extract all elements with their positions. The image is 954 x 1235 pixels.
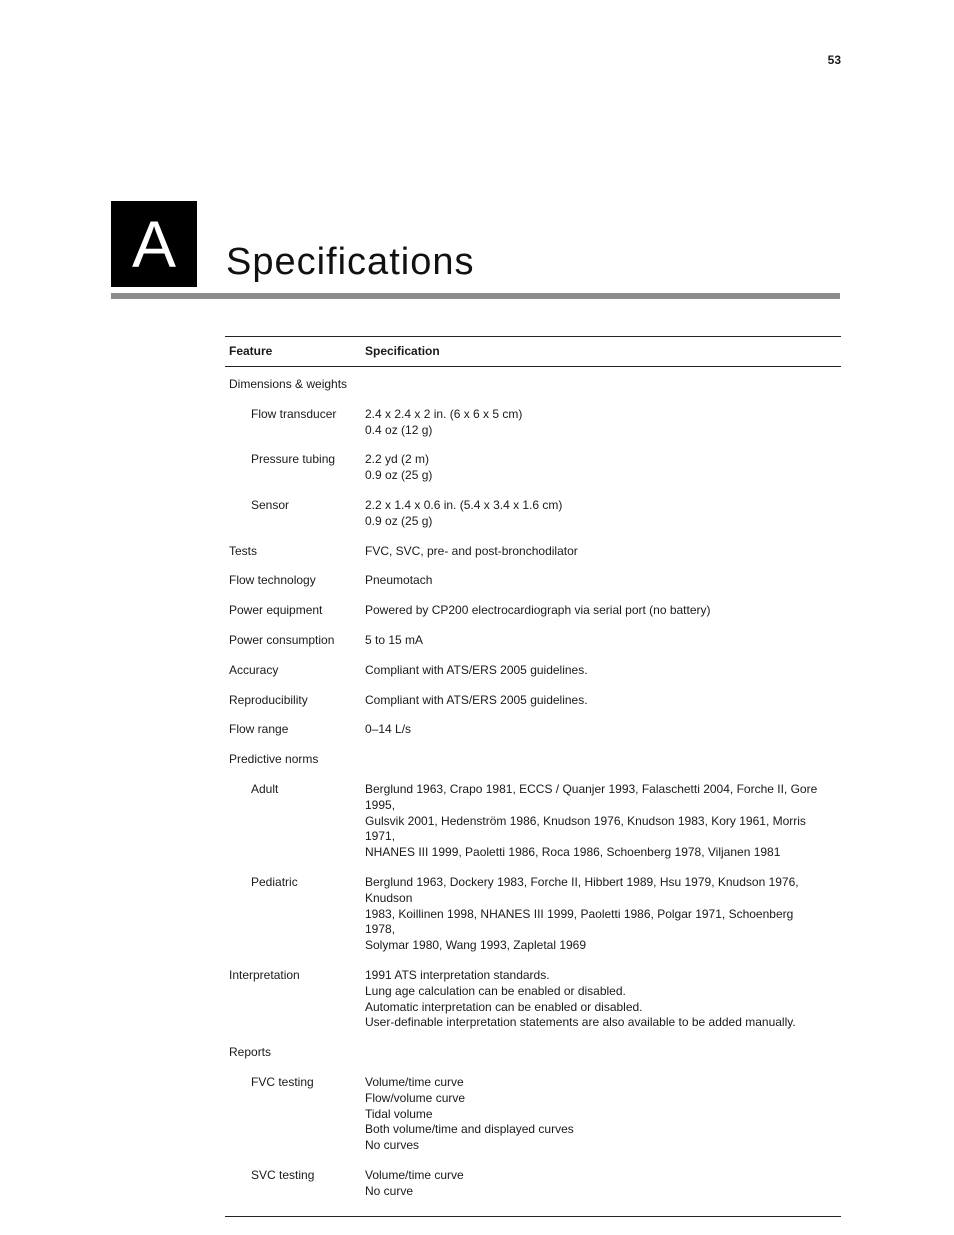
spec-line: 5 to 15 mA	[365, 632, 424, 647]
table-header	[225, 337, 841, 367]
row-specification	[365, 544, 841, 560]
row-specification	[365, 633, 841, 649]
spec-line: Berglund 1963, Dockery 1983, Forche II, Hibbert 1989, Hsu 1979, Knudson 1976, Knudson	[365, 874, 799, 905]
row-feature: Sensor	[251, 497, 290, 512]
row-specification	[365, 1075, 841, 1154]
header-feature: Feature	[229, 343, 273, 358]
table-row	[225, 775, 841, 868]
table-row	[225, 745, 841, 775]
spec-line: 2.4 x 2.4 x 2 in. (6 x 6 x 5 cm)	[365, 406, 523, 421]
table-row	[225, 656, 841, 686]
table-row	[225, 400, 841, 446]
row-specification	[365, 693, 841, 709]
spec-line: NHANES III 1999, Paoletti 1986, Roca 1986, Schoenberg 1978, Viljanen 1981	[365, 845, 781, 860]
row-feature: Adult	[251, 781, 279, 796]
spec-line: 0.9 oz (25 g)	[365, 513, 433, 528]
row-feature: Predictive norms	[229, 752, 319, 767]
spec-line: User-definable interpretation statements are also available to be added manually.	[365, 1015, 796, 1030]
row-specification	[365, 968, 841, 1031]
spec-line: No curve	[365, 1183, 414, 1198]
spec-line: Volume/time curve	[365, 1074, 464, 1089]
row-feature: Flow technology	[229, 573, 316, 588]
row-specification	[365, 603, 841, 619]
table-body	[225, 367, 841, 1216]
table-row	[225, 626, 841, 656]
row-specification	[365, 452, 841, 484]
spec-line: 0.9 oz (25 g)	[365, 468, 433, 483]
table-row	[225, 868, 841, 961]
spec-line: 2.2 x 1.4 x 0.6 in. (5.4 x 3.4 x 1.6 cm)	[365, 497, 563, 512]
row-feature: Reproducibility	[229, 692, 308, 707]
row-feature: Interpretation	[229, 967, 300, 982]
row-specification	[365, 782, 841, 861]
table-row	[225, 491, 841, 537]
chapter-rule	[111, 293, 840, 299]
row-specification	[365, 498, 841, 530]
spec-line: Volume/time curve	[365, 1167, 464, 1182]
row-specification	[365, 377, 841, 393]
spec-line: 2.2 yd (2 m)	[365, 452, 430, 467]
table-row	[225, 445, 841, 491]
row-specification	[365, 407, 841, 439]
spec-line: Powered by CP200 electrocardiograph via serial port (no battery)	[365, 603, 711, 618]
table-row	[225, 686, 841, 716]
row-feature: Dimensions & weights	[229, 377, 348, 391]
row-specification	[365, 722, 841, 738]
table-row	[225, 715, 841, 745]
row-feature: FVC testing	[251, 1074, 314, 1089]
table-row	[225, 1038, 841, 1068]
row-feature: Pediatric	[251, 874, 298, 889]
table-row	[225, 537, 841, 567]
page-number: 53	[827, 53, 841, 67]
spec-line: Compliant with ATS/ERS 2005 guidelines.	[365, 692, 588, 707]
table-row	[225, 1161, 841, 1207]
spec-line: 1991 ATS interpretation standards.	[365, 967, 550, 982]
row-feature: Tests	[229, 543, 258, 558]
header-specification: Specification	[365, 343, 440, 358]
row-feature: Reports	[229, 1045, 272, 1060]
spec-line: Berglund 1963, Crapo 1981, ECCS / Quanjer 1993, Falaschetti 2004, Forche II, Gore 1995,	[365, 781, 818, 812]
row-feature: Pressure tubing	[251, 452, 336, 467]
chapter-letter-box: A	[111, 201, 197, 287]
row-specification	[365, 1045, 841, 1061]
spec-line: Both volume/time and displayed curves	[365, 1122, 574, 1137]
chapter-title: Specifications	[226, 241, 475, 283]
row-specification	[365, 1168, 841, 1200]
table-row	[225, 1068, 841, 1161]
spec-line: 0–14 L/s	[365, 722, 412, 737]
spec-line: Gulsvik 2001, Hedenström 1986, Knudson 1976, Knudson 1983, Kory 1961, Morris 1971,	[365, 813, 806, 844]
row-feature: Flow transducer	[251, 406, 337, 421]
row-specification	[365, 752, 841, 768]
row-specification	[365, 663, 841, 679]
row-specification	[365, 573, 841, 589]
row-feature: Power equipment	[229, 603, 323, 618]
row-specification	[365, 875, 841, 954]
spec-table	[225, 336, 841, 1217]
row-feature: SVC testing	[251, 1167, 315, 1182]
table-row	[225, 566, 841, 596]
spec-line: Pneumotach	[365, 573, 433, 588]
spec-line: Compliant with ATS/ERS 2005 guidelines.	[365, 662, 588, 677]
spec-line: 0.4 oz (12 g)	[365, 422, 433, 437]
spec-line: Tidal volume	[365, 1106, 433, 1121]
spec-line: Flow/volume curve	[365, 1090, 466, 1105]
row-feature: Accuracy	[229, 662, 279, 677]
spec-line: No curves	[365, 1138, 420, 1153]
spec-line: Solymar 1980, Wang 1993, Zapletal 1969	[365, 938, 587, 953]
spec-line: Lung age calculation can be enabled or disabled.	[365, 983, 626, 998]
row-feature: Flow range	[229, 722, 289, 737]
spec-line: 1983, Koillinen 1998, NHANES III 1999, Paoletti 1986, Polgar 1971, Schoenberg 1978,	[365, 906, 794, 937]
table-row	[225, 370, 841, 400]
table-row	[225, 961, 841, 1038]
spec-line: Automatic interpretation can be enabled or disabled.	[365, 999, 643, 1014]
row-feature: Power consumption	[229, 632, 335, 647]
table-row	[225, 596, 841, 626]
spec-line: FVC, SVC, pre- and post-bronchodilator	[365, 543, 578, 558]
